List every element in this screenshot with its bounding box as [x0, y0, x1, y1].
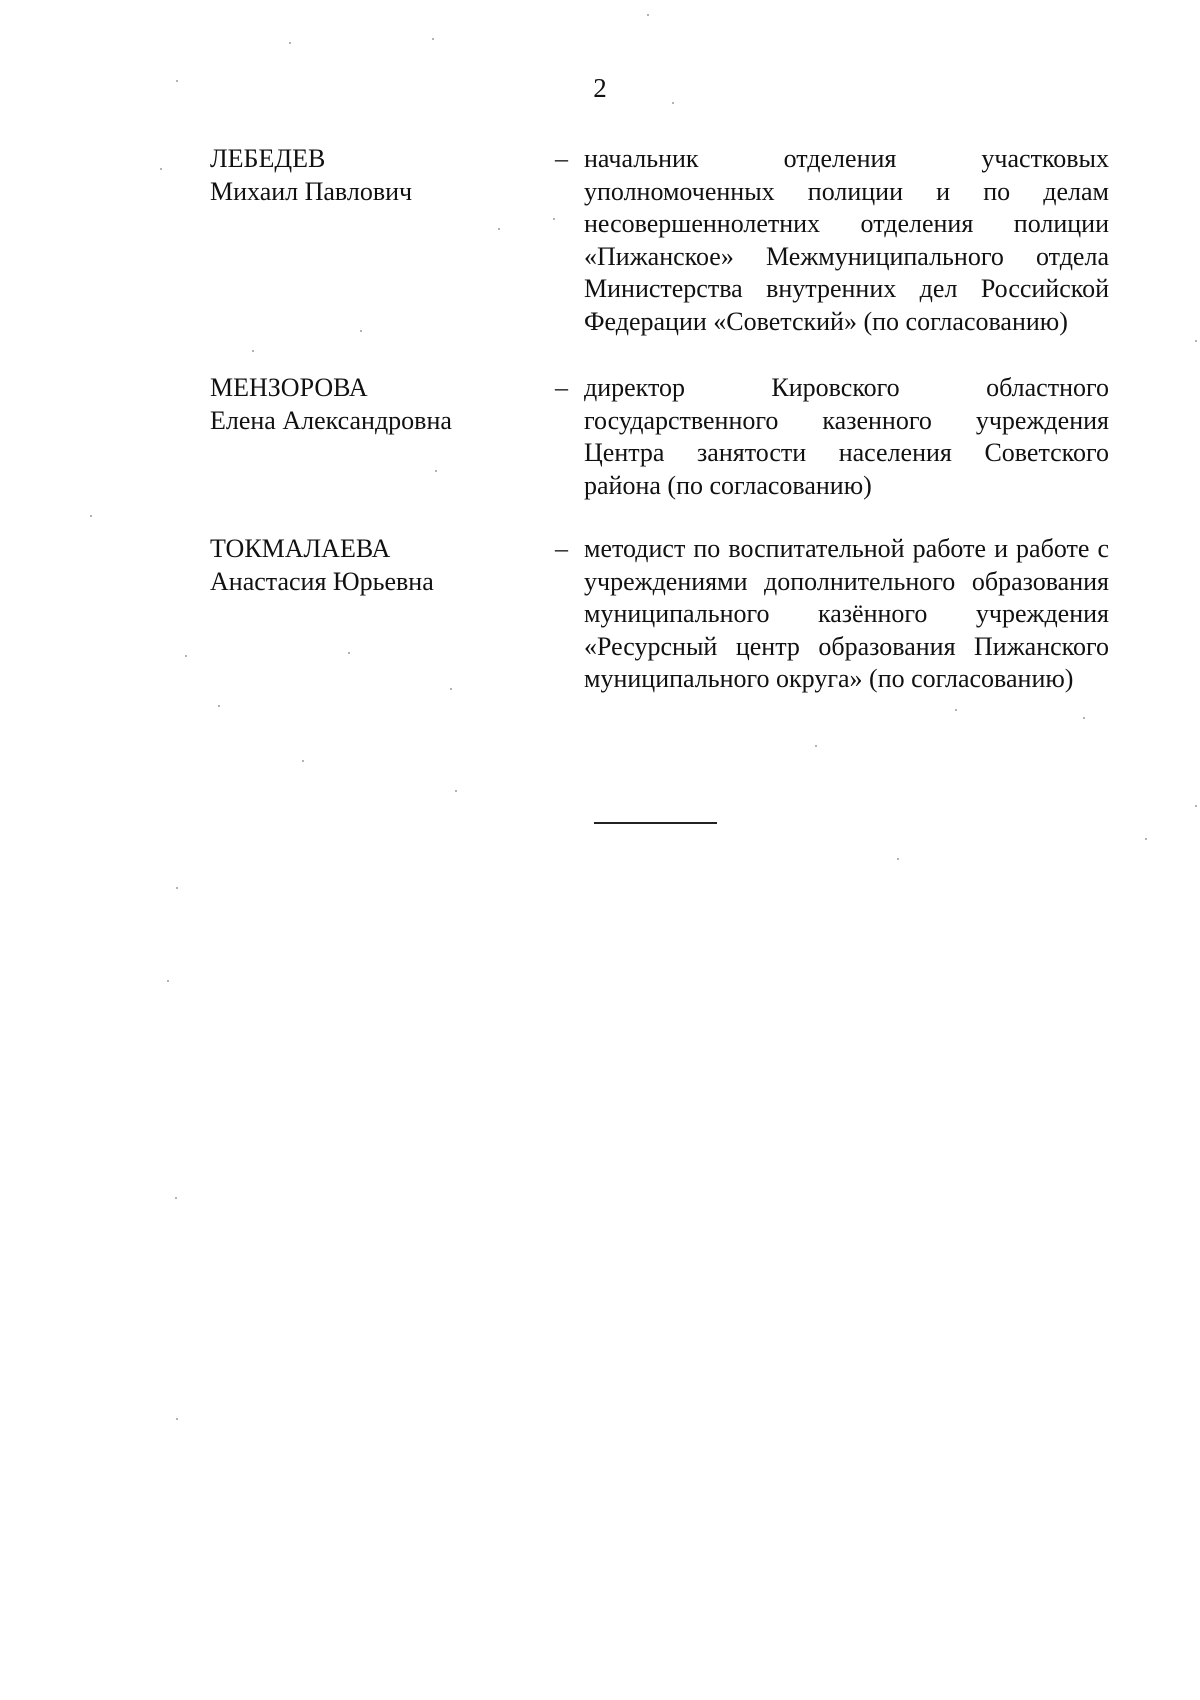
member-given-names: Елена Александровна: [210, 405, 452, 435]
member-given-names: Михаил Павлович: [210, 176, 413, 206]
member-surname: ТОКМАЛАЕВА: [210, 534, 391, 563]
page-number: 2: [593, 73, 607, 103]
member-surname: МЕНЗОРОВА: [210, 373, 368, 402]
member-surname: ЛЕБЕДЕВ: [210, 144, 326, 173]
member-given-names: Анастасия Юрьевна: [210, 566, 434, 596]
member-name: [210, 372, 540, 437]
member-name: [210, 143, 540, 208]
dash-separator: –: [555, 534, 568, 563]
member-position: директор Кировского областного государственного казенного учреждения Центра занятости населения Советского района (по согласованию): [584, 373, 1109, 500]
dash-separator: –: [555, 373, 568, 402]
dash-separator: –: [555, 144, 568, 173]
member-position: методист по воспитательной работе и работе с учреждениями дополнительного образования муниципального казённого учреждения «Ресурсный центр образования Пижанского муниципального округа» (по согласованию): [584, 534, 1109, 693]
member-name: [210, 533, 540, 598]
member-position: начальник отделения участковых уполномоченных полиции и по делам несовершеннолетних отделения полиции «Пижанское» Межмуниципального отдела Министерства внутренних дел Российской Федерации «Советский» (по согласованию): [584, 144, 1109, 336]
end-of-list-rule: [594, 822, 717, 824]
